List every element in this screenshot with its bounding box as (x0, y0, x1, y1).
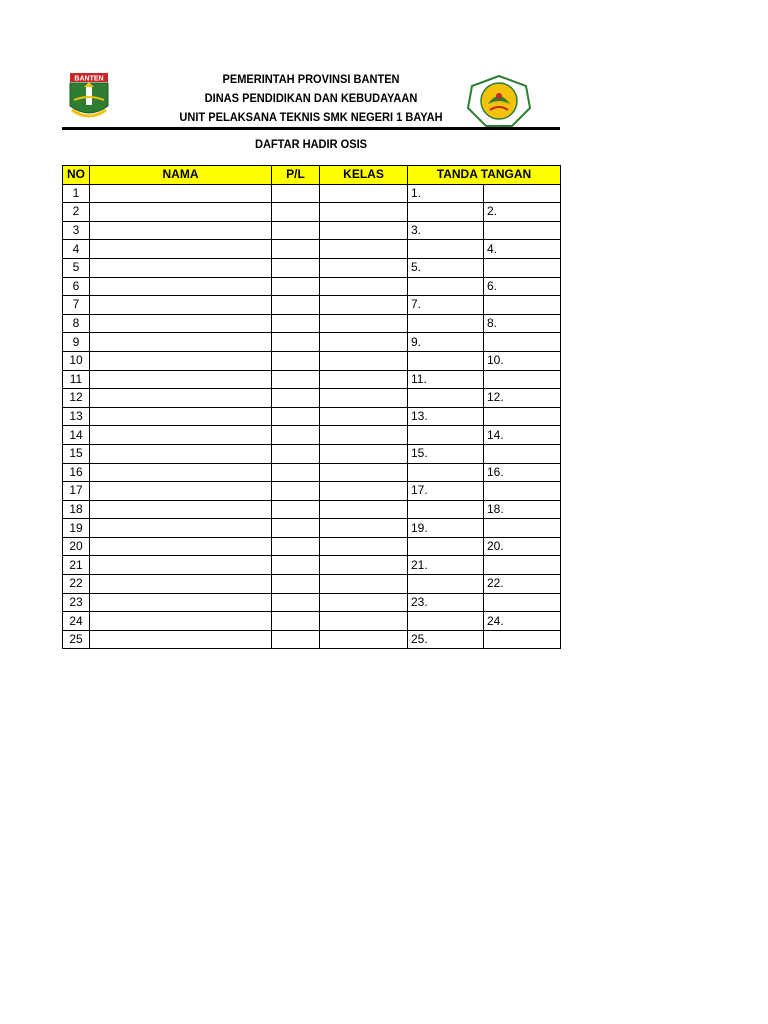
row-number-cell: 5 (63, 258, 90, 277)
gender-cell[interactable] (272, 184, 320, 203)
signature-right-cell[interactable]: 12. (484, 389, 561, 408)
gender-cell[interactable] (272, 407, 320, 426)
kelas-cell[interactable] (320, 333, 408, 352)
signature-right-cell[interactable] (484, 296, 561, 315)
table-row (63, 389, 561, 408)
nama-cell[interactable] (90, 258, 272, 277)
nama-cell[interactable] (90, 630, 272, 649)
kelas-cell[interactable] (320, 593, 408, 612)
row-number-cell: 4 (63, 240, 90, 259)
signature-right-cell[interactable] (484, 444, 561, 463)
signature-right-cell[interactable]: 22. (484, 575, 561, 594)
kelas-cell[interactable] (320, 407, 408, 426)
kelas-cell[interactable] (320, 221, 408, 240)
row-number-cell: 23 (63, 593, 90, 612)
gender-cell[interactable] (272, 500, 320, 519)
kelas-cell[interactable] (320, 612, 408, 631)
gender-cell[interactable] (272, 612, 320, 631)
row-number-cell: 15 (63, 444, 90, 463)
nama-cell[interactable] (90, 500, 272, 519)
nama-cell[interactable] (90, 221, 272, 240)
kelas-cell[interactable] (320, 184, 408, 203)
table-row (63, 444, 561, 463)
kelas-cell[interactable] (320, 556, 408, 575)
table-row (63, 296, 561, 315)
signature-right-cell[interactable]: 10. (484, 351, 561, 370)
gender-cell[interactable] (272, 203, 320, 222)
nama-cell[interactable] (90, 203, 272, 222)
signature-left-cell[interactable]: 17. (408, 482, 484, 501)
signature-left-cell[interactable]: 15. (408, 444, 484, 463)
row-number-cell: 20 (63, 537, 90, 556)
nama-cell[interactable] (90, 463, 272, 482)
table-row (63, 630, 561, 649)
gender-cell[interactable] (272, 221, 320, 240)
column-header-tanda-tangan: TANDA TANGAN (408, 166, 561, 185)
row-number-cell: 6 (63, 277, 90, 296)
row-number-cell: 9 (63, 333, 90, 352)
signature-right-cell[interactable] (484, 407, 561, 426)
signature-right-cell[interactable] (484, 221, 561, 240)
kelas-cell[interactable] (320, 482, 408, 501)
gender-cell[interactable] (272, 277, 320, 296)
kelas-cell[interactable] (320, 203, 408, 222)
kelas-cell[interactable] (320, 444, 408, 463)
attendance-table (62, 165, 561, 649)
gender-cell[interactable] (272, 575, 320, 594)
gender-cell[interactable] (272, 593, 320, 612)
kelas-cell[interactable] (320, 537, 408, 556)
signature-right-cell[interactable] (484, 556, 561, 575)
signature-left-cell[interactable]: 19. (408, 519, 484, 538)
signature-left-cell[interactable]: 3. (408, 221, 484, 240)
nama-cell[interactable] (90, 240, 272, 259)
signature-left-cell[interactable] (408, 277, 484, 296)
signature-right-cell[interactable] (484, 519, 561, 538)
signature-right-cell[interactable] (484, 333, 561, 352)
signature-right-cell[interactable] (484, 184, 561, 203)
row-number-cell: 3 (63, 221, 90, 240)
row-number-cell: 10 (63, 351, 90, 370)
kelas-cell[interactable] (320, 389, 408, 408)
signature-right-cell[interactable]: 2. (484, 203, 561, 222)
table-row (63, 277, 561, 296)
signature-right-cell[interactable]: 18. (484, 500, 561, 519)
header-line-2: DINAS PENDIDIKAN DAN KEBUDAYAAN (204, 91, 418, 105)
signature-left-cell[interactable]: 23. (408, 593, 484, 612)
signature-right-cell[interactable]: 20. (484, 537, 561, 556)
signature-right-cell[interactable]: 24. (484, 612, 561, 631)
row-number-cell: 7 (63, 296, 90, 315)
gender-cell[interactable] (272, 314, 320, 333)
table-row (63, 426, 561, 445)
gender-cell[interactable] (272, 537, 320, 556)
signature-left-cell[interactable] (408, 575, 484, 594)
table-header-row (63, 166, 561, 185)
gender-cell[interactable] (272, 240, 320, 259)
gender-cell[interactable] (272, 389, 320, 408)
kelas-cell[interactable] (320, 500, 408, 519)
gender-cell[interactable] (272, 482, 320, 501)
signature-left-cell[interactable]: 13. (408, 407, 484, 426)
signature-right-cell[interactable] (484, 630, 561, 649)
signature-left-cell[interactable]: 11. (408, 370, 484, 389)
column-header-gender: P/L (272, 166, 320, 185)
signature-left-cell[interactable] (408, 314, 484, 333)
nama-cell[interactable] (90, 184, 272, 203)
table-row (63, 537, 561, 556)
table-row (63, 482, 561, 501)
row-number-cell: 12 (63, 389, 90, 408)
table-row (63, 519, 561, 538)
signature-left-cell[interactable]: 5. (408, 258, 484, 277)
signature-left-cell[interactable] (408, 351, 484, 370)
signature-left-cell[interactable]: 25. (408, 630, 484, 649)
row-number-cell: 13 (63, 407, 90, 426)
table-row (63, 463, 561, 482)
signature-left-cell[interactable]: 7. (408, 296, 484, 315)
header-line-3: UNIT PELAKSANA TEKNIS SMK NEGERI 1 BAYAH (179, 110, 443, 124)
kelas-cell[interactable] (320, 258, 408, 277)
column-header-nama: NAMA (90, 166, 272, 185)
nama-cell[interactable] (90, 314, 272, 333)
table-body (63, 184, 561, 649)
banten-logo-text: BANTEN (74, 75, 104, 83)
signature-right-cell[interactable] (484, 370, 561, 389)
kelas-cell[interactable] (320, 519, 408, 538)
document-title: DAFTAR HADIR OSIS (254, 137, 368, 151)
signature-right-cell[interactable] (484, 593, 561, 612)
row-number-cell: 8 (63, 314, 90, 333)
nama-cell[interactable] (90, 537, 272, 556)
kelas-cell[interactable] (320, 296, 408, 315)
header-divider (62, 127, 560, 130)
nama-cell[interactable] (90, 575, 272, 594)
kelas-cell[interactable] (320, 351, 408, 370)
table-row (63, 221, 561, 240)
signature-left-cell[interactable]: 21. (408, 556, 484, 575)
table-row (63, 500, 561, 519)
column-header-no: NO (63, 166, 90, 185)
table-row (63, 258, 561, 277)
nama-cell[interactable] (90, 351, 272, 370)
header-line-1: PEMERINTAH PROVINSI BANTEN (222, 72, 400, 86)
table-row (63, 314, 561, 333)
nama-cell[interactable] (90, 389, 272, 408)
table-row (63, 333, 561, 352)
row-number-cell: 19 (63, 519, 90, 538)
nama-cell[interactable] (90, 444, 272, 463)
kelas-cell[interactable] (320, 630, 408, 649)
signature-left-cell[interactable] (408, 463, 484, 482)
table-row (63, 612, 561, 631)
row-number-cell: 2 (63, 203, 90, 222)
nama-cell[interactable] (90, 370, 272, 389)
gender-cell[interactable] (272, 258, 320, 277)
signature-right-cell[interactable]: 6. (484, 277, 561, 296)
gender-cell[interactable] (272, 630, 320, 649)
nama-cell[interactable] (90, 556, 272, 575)
gender-cell[interactable] (272, 463, 320, 482)
table-row (63, 203, 561, 222)
table-row (63, 407, 561, 426)
signature-left-cell[interactable] (408, 203, 484, 222)
nama-cell[interactable] (90, 519, 272, 538)
row-number-cell: 25 (63, 630, 90, 649)
gender-cell[interactable] (272, 426, 320, 445)
signature-right-cell[interactable]: 16. (484, 463, 561, 482)
signature-right-cell[interactable] (484, 258, 561, 277)
gender-cell[interactable] (272, 370, 320, 389)
signature-left-cell[interactable] (408, 537, 484, 556)
signature-right-cell[interactable] (484, 482, 561, 501)
column-header-kelas: KELAS (320, 166, 408, 185)
row-number-cell: 22 (63, 575, 90, 594)
signature-left-cell[interactable]: 1. (408, 184, 484, 203)
row-number-cell: 16 (63, 463, 90, 482)
signature-right-cell[interactable]: 4. (484, 240, 561, 259)
nama-cell[interactable] (90, 482, 272, 501)
nama-cell[interactable] (90, 407, 272, 426)
table-row (63, 351, 561, 370)
gender-cell[interactable] (272, 351, 320, 370)
school-emblem-icon (466, 74, 532, 128)
row-number-cell: 14 (63, 426, 90, 445)
signature-left-cell[interactable] (408, 612, 484, 631)
row-number-cell: 18 (63, 500, 90, 519)
table-row (63, 556, 561, 575)
kelas-cell[interactable] (320, 370, 408, 389)
nama-cell[interactable] (90, 296, 272, 315)
row-number-cell: 1 (63, 184, 90, 203)
table-row (63, 370, 561, 389)
kelas-cell[interactable] (320, 463, 408, 482)
letterhead (62, 66, 560, 128)
table-row (63, 184, 561, 203)
signature-left-cell[interactable]: 9. (408, 333, 484, 352)
gender-cell[interactable] (272, 519, 320, 538)
signature-left-cell[interactable] (408, 389, 484, 408)
nama-cell[interactable] (90, 333, 272, 352)
nama-cell[interactable] (90, 612, 272, 631)
gender-cell[interactable] (272, 296, 320, 315)
row-number-cell: 24 (63, 612, 90, 631)
row-number-cell: 21 (63, 556, 90, 575)
signature-left-cell[interactable] (408, 240, 484, 259)
table-row (63, 575, 561, 594)
kelas-cell[interactable] (320, 314, 408, 333)
kelas-cell[interactable] (320, 277, 408, 296)
kelas-cell[interactable] (320, 240, 408, 259)
signature-left-cell[interactable] (408, 500, 484, 519)
gender-cell[interactable] (272, 556, 320, 575)
nama-cell[interactable] (90, 593, 272, 612)
gender-cell[interactable] (272, 444, 320, 463)
nama-cell[interactable] (90, 277, 272, 296)
nama-cell[interactable] (90, 426, 272, 445)
row-number-cell: 17 (63, 482, 90, 501)
signature-right-cell[interactable]: 8. (484, 314, 561, 333)
signature-right-cell[interactable]: 14. (484, 426, 561, 445)
table-row (63, 240, 561, 259)
kelas-cell[interactable] (320, 575, 408, 594)
table-row (63, 593, 561, 612)
row-number-cell: 11 (63, 370, 90, 389)
kelas-cell[interactable] (320, 426, 408, 445)
signature-left-cell[interactable] (408, 426, 484, 445)
gender-cell[interactable] (272, 333, 320, 352)
